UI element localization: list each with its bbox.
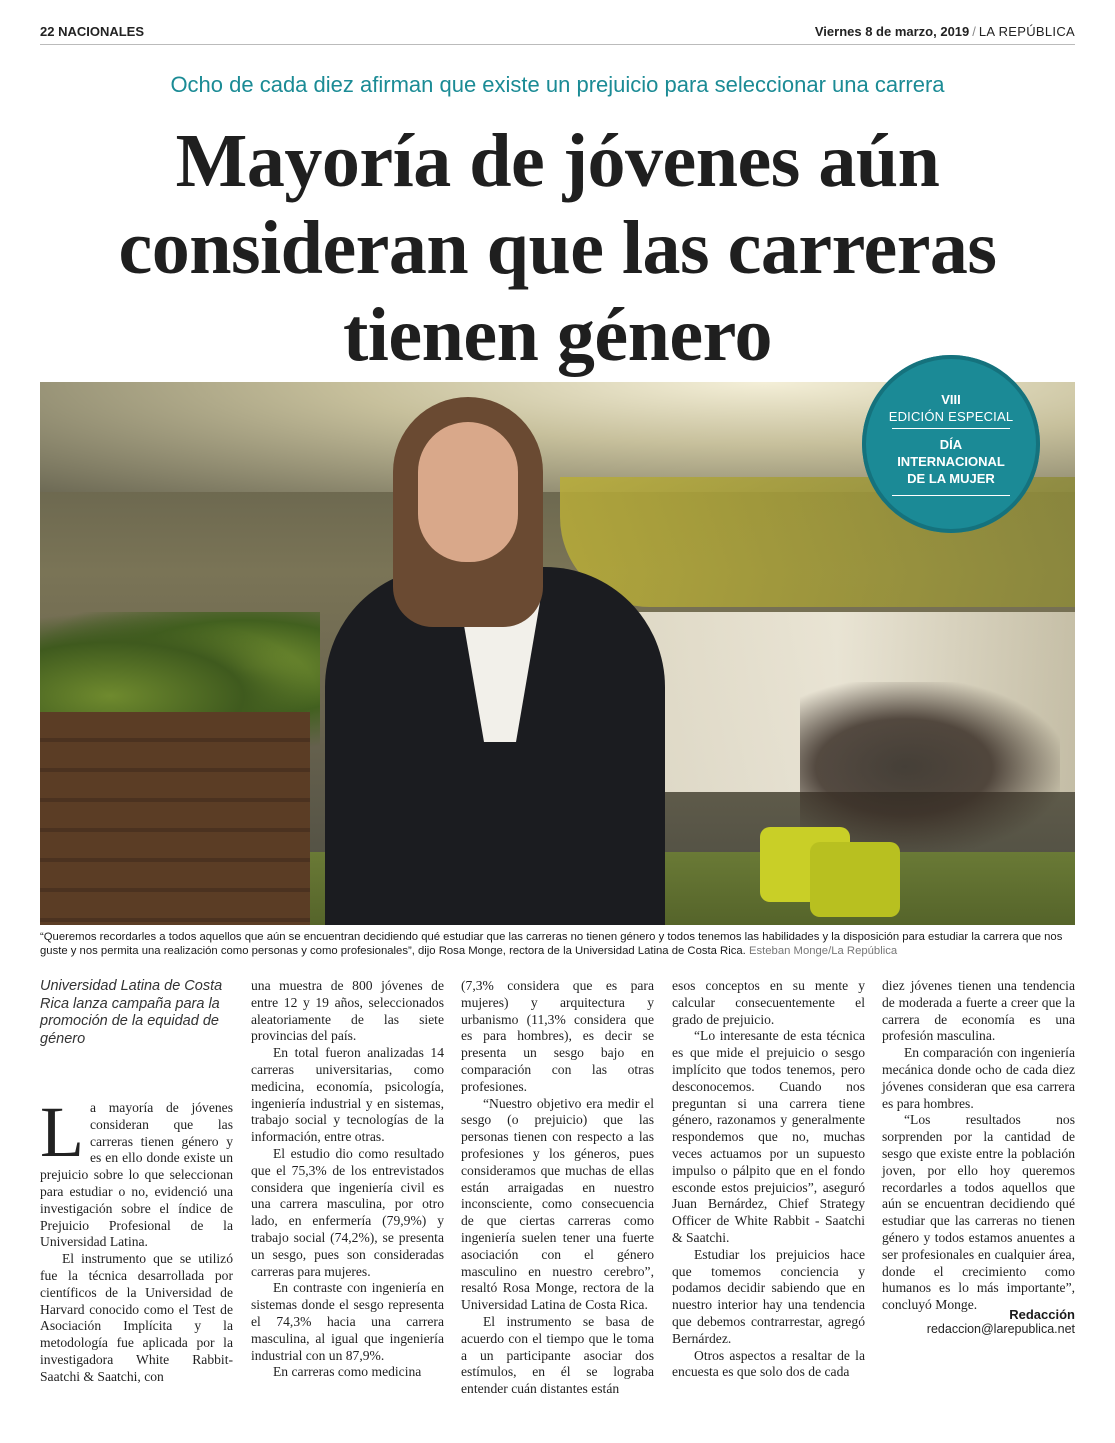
badge-divider xyxy=(892,428,1010,429)
column-2 xyxy=(251,978,444,1381)
headline xyxy=(40,118,1075,379)
paragraph: El instrumento se basa de acuerdo con el tiempo que le toma a un participante asociar dos estímulos, en él se lograba entender cuán distantes están xyxy=(461,1313,654,1397)
headline-line-3: tienen género xyxy=(342,293,772,377)
paragraph: En contraste con ingeniería en sistemas donde el sesgo representa el 74,3% hacia una carrera masculina, al igual que ingeniería industrial con un 87,9%. xyxy=(251,1280,444,1363)
badge-title-line-2: INTERNACIONAL xyxy=(897,454,1005,469)
paragraph xyxy=(40,1092,233,1251)
badge-edition-label: EDICIÓN ESPECIAL xyxy=(888,409,1014,424)
paragraph: El instrumento que se utilizó fue la técnica desarrollada por científicos de la Universidad de Harvard conocido como el Test de Asociación Implícita y la metodología fue aplicada por la investigadora White Rabbit-Saatchi & Saatchi, con xyxy=(40,1251,233,1384)
paragraph: En carreras como medicina xyxy=(273,1364,422,1380)
section-label: 22 NACIONALES xyxy=(40,23,145,39)
badge-title-line-1: DÍA xyxy=(939,437,963,452)
photo-wood-planter xyxy=(40,712,310,925)
column-5 xyxy=(882,978,1075,1314)
paragraph: “Lo interesante de esta técnica es que mide el prejuicio o sesgo implícito que todos tenemos, pero desconocemos. Cuando nos preguntan si una carrera tiene género, razonamos y generalmente respondemos que no, muchas veces actuamos por un supuesto impulso o pálpito que en el fondo esconde estos prejuicios”, aseguró Juan Bernárdez, Chief Strategy Officer de White Rabbit - Saatchi & Saatchi. xyxy=(672,1028,865,1245)
photo-caption xyxy=(40,930,1080,958)
kicker: Ocho de cada diez afirman que existe un prejuicio para seleccionar una carrera xyxy=(170,72,945,97)
byline xyxy=(927,1307,1075,1336)
date-publication xyxy=(815,24,1075,39)
photo-credit: Esteban Monge/La República xyxy=(748,945,898,957)
paragraph: “Nuestro objetivo era medir el sesgo (o prejuicio) que las personas tienen con respecto a las profesiones y los géneros, pues consideramos que muchas de ellas están arraigadas en nuestro inconsciente, como consecuencia de que ciertas carreras como ingeniería suelen tener una fuerte asociación con el género masculino en nuestro cerebro”, resaltó Rosa Monge, rectora de la Universidad Latina de Costa Rica. xyxy=(461,1095,654,1313)
special-edition-badge xyxy=(862,355,1040,533)
column-1 xyxy=(40,978,233,1386)
column-3 xyxy=(461,978,654,1398)
byline-email: redaccion@larepublica.net xyxy=(926,1322,1075,1336)
paragraph-text: a mayoría de jóvenes consideran que las carreras tienen género y es en ello donde existe un prejuicio sobre lo que seleccionan para estudiar o no, evidenció una investigación sobre el índice de Prejuicio Profesional de la Universidad Latina. xyxy=(40,1100,233,1250)
photo-yellow-seat xyxy=(810,842,900,917)
paragraph: Otros aspectos a resaltar de la encuesta es que solo dos de cada xyxy=(672,1347,865,1380)
paragraph: esos conceptos en su mente y calcular consecuentemente el grado de prejuicio. xyxy=(672,978,865,1027)
badge-title xyxy=(862,436,1040,487)
caption-text: “Queremos recordarles a todos aquellos que aún se encuentran decidiendo qué estudiar que las carreras no tienen género y todos tenemos las habilidades y la disposición para estudiar la carrera que nos guste y nos permita una realización como personas y como profesionales”, dijo Rosa Monge, rectora de la Universidad Latina de Costa Rica. xyxy=(40,931,1063,957)
photo-woman-face xyxy=(418,422,518,562)
publication-name: LA REPÚBLICA xyxy=(978,23,1075,39)
page-header xyxy=(40,22,1075,40)
paragraph: En total fueron analizadas 14 carreras universitarias, como medicina, economía, psicología, ingeniería industrial y en sistemas, trabajo social y tecnologías de la información, entre otras. xyxy=(251,1045,444,1145)
paragraph: (7,3% considera que es para mujeres) y arquitectura y urbanismo (11,3% considera que es para hombres), es decir se presenta un sesgo bajo en comparación con las otras profesiones. xyxy=(461,978,654,1094)
badge-divider xyxy=(892,495,1010,496)
paragraph: El estudio dio como resultado que el 75,3% de los entrevistados considera que ingeniería civil es una carrera masculina, por otro lado, en enfermería (79,9%) y trabajo social (74,2%), se presenta un sesgo, pues son consideradas carreras para mujeres. xyxy=(251,1145,444,1279)
badge-title-line-3: DE LA MUJER xyxy=(907,471,995,486)
paragraph: En comparación con ingeniería mecánica donde ocho de cada diez jóvenes consideran que esa carrera es para hombres. xyxy=(882,1045,1075,1111)
paragraph: “Los resultados nos sorprenden por la cantidad de sesgo que existe entre la población joven, por ello hoy queremos recordarles a todos aquellos que aún se encuentran decidiendo qué estudiar que las carreras no tienen género y todos estamos anuentes a ser profesionales en cualquier área, donde el crecimiento como humanos es lo más importante”, concluyó Monge. xyxy=(882,1112,1075,1313)
paragraph: Estudiar los prejuicios hace que tomemos conciencia y podamos decidir sabiendo que en nuestro interior hay una tendencia que debemos contrarrestar, agregó Bernárdez. xyxy=(672,1246,865,1346)
column-4 xyxy=(672,978,865,1381)
badge-edition-number: VIII xyxy=(941,392,961,407)
drop-cap: L xyxy=(40,1092,84,1172)
headline-line-1: Mayoría de jóvenes aún xyxy=(175,119,940,203)
separator: / xyxy=(972,23,976,39)
paragraph: una muestra de 800 jóvenes de entre 12 y 19 años, seleccionados aleatoriamente de las siete provincias del país. xyxy=(251,978,444,1044)
headline-line-2: consideran que las carreras xyxy=(118,206,997,290)
lede: Universidad Latina de Costa Rica lanza campaña para la promoción de la equidad de género xyxy=(40,978,223,1047)
header-divider xyxy=(40,44,1075,45)
byline-name: Redacción xyxy=(1009,1307,1075,1322)
paragraph: diez jóvenes tienen una tendencia de moderada a fuerte a creer que la carrera de economía es una profesión masculina. xyxy=(882,978,1075,1044)
issue-date: Viernes 8 de marzo, 2019 xyxy=(814,23,970,39)
